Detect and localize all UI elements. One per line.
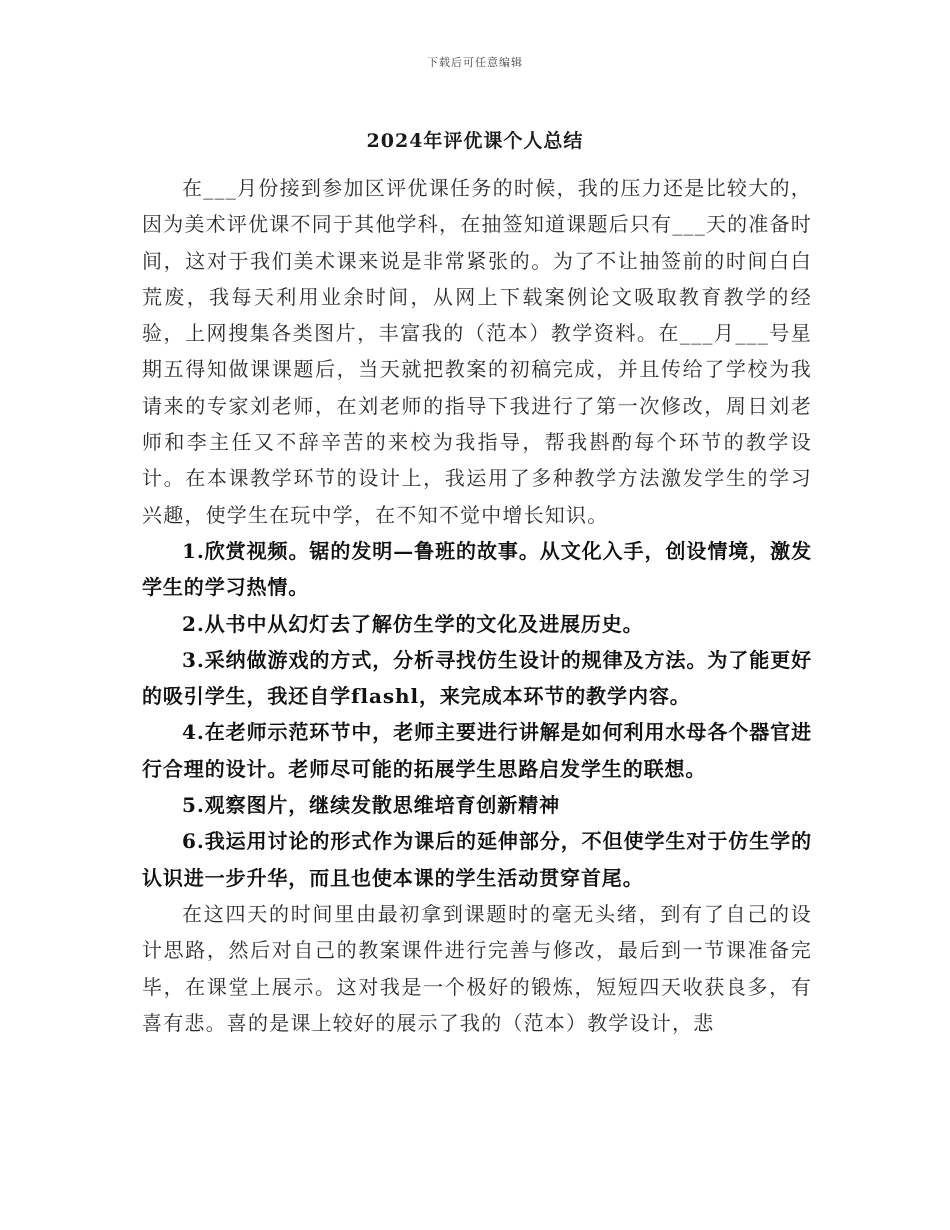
intro-paragraph: 在___月份接到参加区评优课任务的时候，我的压力还是比较大的，因为美术评优课不同于其他学科，在抽签知道课题后只有___天的准备时间，这对于我们美术课来说是非常紧张的。为了不让抽签前的时间白白荒废，我每天利用业余时间，从网上下载案例论文吸取教育教学的经验，上网搜集各类图片，丰富我的（范本）教学资料。在___月___号星期五得知做课课题后，当天就把教案的初稿完成，并且传给了学校为我请来的专家刘老师，在刘老师的指导下我进行了第一次修改，周日刘老师和李主任又不辞辛苦的来校为我指导，帮我斟酌每个环节的教学设计。在本课教学环节的设计上，我运用了多种教学方法激发学生的学习兴趣，使学生在玩中学，在不知不觉中增长知识。 (142, 176, 812, 527)
closing-paragraph: 在这四天的时间里由最初拿到课题时的毫无头绪，到有了自己的设计思路，然后对自己的教案课件进行完善与修改，最后到一节课准备完毕，在课堂上展示。这对我是一个极好的锻炼，短短四天收获良多，有喜有悲。喜的是课上较好的展示了我的（范本）教学设计，悲 (142, 901, 812, 1035)
list-item-4: 4.在老师示范环节中，老师主要进行讲解是如何利用水母各个器官进行合理的设计。老师尽可能的拓展学生思路启发学生的联想。 (142, 720, 812, 781)
list-item-1: 1.欣赏视频。锯的发明—鲁班的故事。从文化入手，创设情境，激发学生的学习热情。 (142, 538, 812, 600)
header-note: 下载后可任意编辑 (427, 56, 523, 69)
list-item-3: 3.采纳做游戏的方式，分析寻找仿生设计的规律及方法。为了能更好的吸引学生，我还自学flashl，来完成本环节的教学内容。 (142, 647, 812, 709)
list-item-2: 2.从书中从幻灯去了解仿生学的文化及进展历史。 (182, 611, 644, 636)
list-item-5: 5.观察图片，继续发散思维培育创新精神 (182, 793, 560, 818)
document-title: 2024年评优课个人总结 (366, 130, 584, 152)
document-body (142, 170, 812, 1041)
list-item-6: 6.我运用讨论的形式作为课后的延伸部分，不但使学生对于仿生学的认识进一步升华，而且也使本课的学生活动贯穿首尾。 (142, 829, 812, 890)
